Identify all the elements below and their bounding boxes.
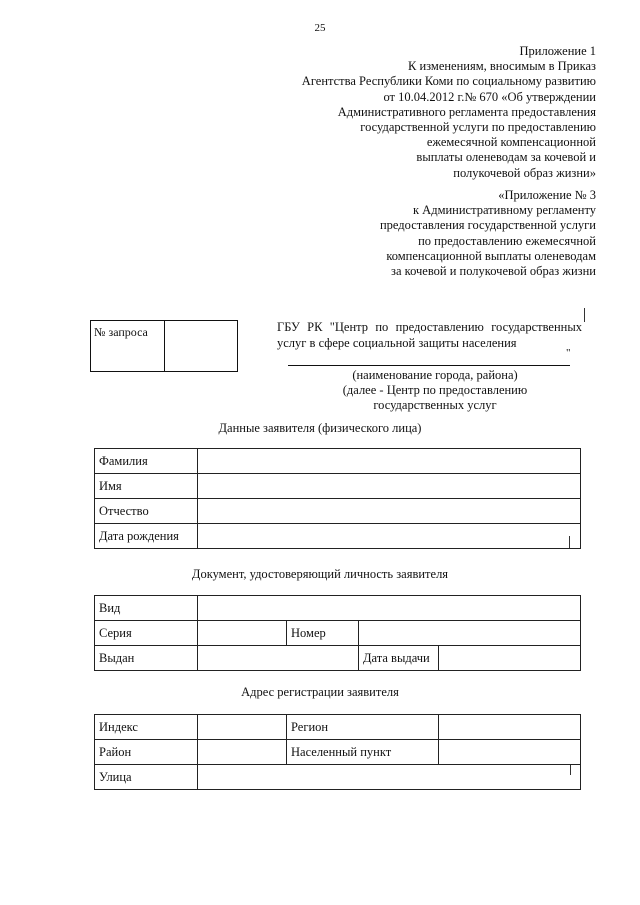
annex-1-line: от 10.04.2012 г.№ 670 «Об утверждении xyxy=(383,89,596,104)
annex-1-line: Агентства Республики Коми по социальному развитию xyxy=(301,74,596,89)
center-abbr-cont: государственных услуг xyxy=(373,398,497,412)
patronymic-label: Отчество xyxy=(95,499,198,524)
city-line xyxy=(288,365,570,366)
applicant-section-title: Данные заявителя (физического лица) xyxy=(218,421,422,435)
surname-label: Фамилия xyxy=(95,449,198,474)
annex-1-line: полукочевой образ жизни» xyxy=(453,165,596,180)
annex-1-line: государственной услуги по предоставлению xyxy=(360,120,596,135)
address-section-title: Адрес регистрации заявителя xyxy=(241,685,399,699)
doc-number-label: Номер xyxy=(287,621,359,646)
annex-3-line: компенсационной выплаты оленеводам xyxy=(386,248,596,263)
scan-mark xyxy=(570,765,571,775)
patronymic-field[interactable] xyxy=(198,499,581,524)
doc-number-field[interactable] xyxy=(359,621,581,646)
first-name-label: Имя xyxy=(95,474,198,499)
annex-3-header xyxy=(380,188,596,279)
locality-field[interactable] xyxy=(439,740,581,765)
request-number-label: № запроса xyxy=(91,321,165,371)
address-table xyxy=(94,714,581,790)
table-row xyxy=(95,524,581,549)
request-number-field[interactable] xyxy=(165,321,237,371)
region-field[interactable] xyxy=(439,715,581,740)
doc-type-field[interactable] xyxy=(198,596,581,621)
doc-type-label: Вид xyxy=(95,596,198,621)
applicant-table xyxy=(94,448,581,549)
doc-issue-date-field[interactable] xyxy=(439,646,581,671)
doc-series-label: Серия xyxy=(95,621,198,646)
annex-1-line: К изменениям, вносимым в Приказ xyxy=(408,59,596,74)
annex-1-header xyxy=(302,44,596,181)
table-row xyxy=(95,596,581,621)
annex-1-line: выплаты оленеводам за кочевой и xyxy=(416,150,596,165)
region-label: Регион xyxy=(287,715,439,740)
table-row xyxy=(95,499,581,524)
annex-3-line: «Приложение № 3 xyxy=(498,188,596,202)
page-number: 25 xyxy=(314,22,326,34)
document-section-title: Документ, удостоверяющий личность заявителя xyxy=(191,567,449,581)
doc-series-field[interactable] xyxy=(198,621,287,646)
annex-3-line: к Административному регламенту xyxy=(412,203,596,218)
doc-issued-field[interactable] xyxy=(198,646,359,671)
organization-name: ГБУ РК "Центр по предоставлению государственных услуг в сфере социальной защиты населения xyxy=(277,320,582,350)
street-label: Улица xyxy=(95,765,198,790)
table-row xyxy=(95,715,581,740)
city-hint: (наименование города, района) xyxy=(352,368,518,382)
table-row xyxy=(95,740,581,765)
scan-mark xyxy=(569,536,570,548)
annex-1-line: Административного регламента предоставления xyxy=(337,104,596,119)
annex-3-line: предоставления государственной услуги xyxy=(379,218,596,233)
surname-field[interactable] xyxy=(198,449,581,474)
closing-quote: " xyxy=(566,347,571,359)
table-row xyxy=(95,474,581,499)
annex-1-line: Приложение 1 xyxy=(519,44,596,58)
table-row xyxy=(95,449,581,474)
birth-date-field[interactable] xyxy=(198,524,581,549)
index-label: Индекс xyxy=(95,715,198,740)
doc-issue-date-label: Дата выдачи xyxy=(359,646,439,671)
annex-3-line: за кочевой и полукочевой образ жизни xyxy=(391,264,596,279)
district-label: Район xyxy=(95,740,198,765)
birth-date-label: Дата рождения xyxy=(95,524,198,549)
index-field[interactable] xyxy=(198,715,287,740)
street-field[interactable] xyxy=(198,765,581,790)
doc-issued-label: Выдан xyxy=(95,646,198,671)
district-field[interactable] xyxy=(198,740,287,765)
annex-3-line: по предоставлению ежемесячной xyxy=(418,233,596,248)
request-number-box xyxy=(90,320,238,372)
scan-mark xyxy=(584,308,585,322)
first-name-field[interactable] xyxy=(198,474,581,499)
annex-1-line: ежемесячной компенсационной xyxy=(426,135,596,150)
center-abbr: (далее - Центр по предоставлению xyxy=(342,383,528,397)
table-row xyxy=(95,765,581,790)
table-row xyxy=(95,621,581,646)
locality-label: Населенный пункт xyxy=(287,740,439,765)
document-table xyxy=(94,595,581,671)
table-row xyxy=(95,646,581,671)
